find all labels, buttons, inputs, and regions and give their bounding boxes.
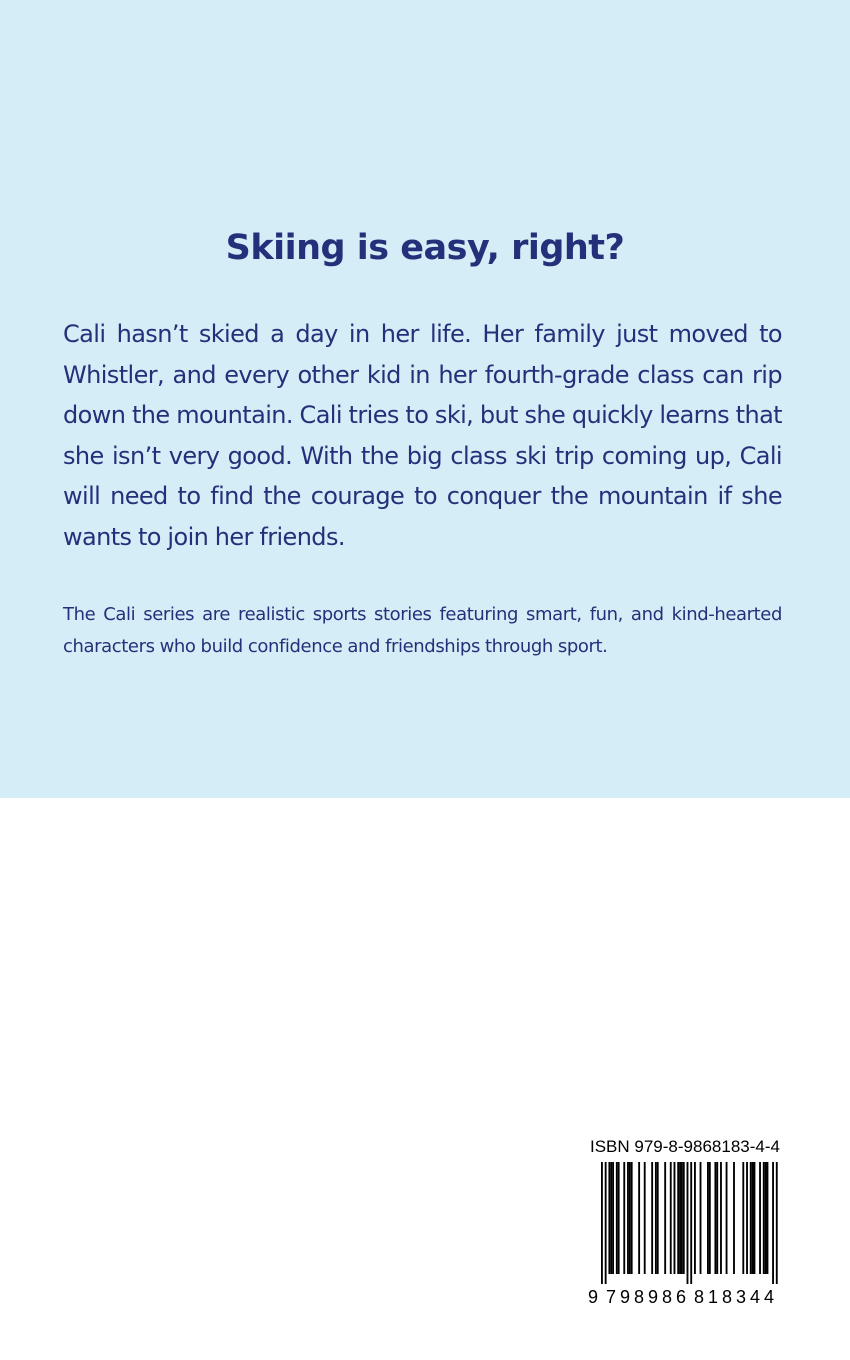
barcode-bar — [683, 1162, 685, 1274]
headline: Skiing is easy, right? — [225, 228, 625, 268]
barcode-bar — [763, 1162, 765, 1274]
barcode-graphic — [588, 1160, 788, 1306]
barcode-bars — [601, 1162, 778, 1284]
series-description: The Cali series are realistic sports stories featuring smart, fun, and kind-hearted characters who build confidence and friendships through sport. — [63, 604, 782, 657]
barcode-bar — [752, 1162, 754, 1274]
barcode-bar — [651, 1162, 653, 1274]
barcode-bar — [759, 1162, 761, 1274]
barcode-bar — [765, 1162, 767, 1274]
barcode-bar — [767, 1162, 769, 1274]
barcode-bar — [720, 1162, 722, 1274]
barcode-bar — [776, 1162, 778, 1284]
barcode-bar — [707, 1162, 709, 1274]
barcode-bar — [681, 1162, 683, 1274]
barcode-bar — [629, 1162, 631, 1274]
book-description: Cali hasn’t skied a day in her life. Her family just moved to Whistler, and every other kid in her fourth-grade class can rip down the mountain. Cali tries to ski, but she quickly learns that she isn’t very good. With the big class ski trip coming up, Cali will need to find the courage to conquer the mountain if she wants to join her friends. — [63, 320, 782, 551]
barcode-left-digits: 798986 — [606, 1287, 686, 1306]
barcode-right-digits: 818344 — [694, 1287, 774, 1306]
barcode-bar — [664, 1162, 666, 1274]
barcode-bar — [716, 1162, 718, 1274]
barcode-bar — [754, 1162, 756, 1274]
isbn-label: ISBN 979-8-9868183-4-4 — [590, 1137, 780, 1156]
barcode-bar — [714, 1162, 716, 1274]
barcode-bar — [694, 1162, 696, 1274]
barcode-bar — [677, 1162, 679, 1274]
barcode-bar — [616, 1162, 618, 1274]
barcode-bar — [700, 1162, 702, 1274]
barcode-bar — [610, 1162, 612, 1274]
barcode-bar — [687, 1162, 689, 1284]
barcode-bar — [638, 1162, 640, 1274]
barcode-bar — [750, 1162, 752, 1274]
barcode-bar — [679, 1162, 681, 1274]
barcode-bar — [605, 1162, 607, 1284]
barcode-bar — [612, 1162, 614, 1274]
barcode-bar — [709, 1162, 711, 1274]
barcode-bar — [726, 1162, 728, 1274]
isbn-barcode — [588, 1136, 788, 1306]
barcode-bar — [690, 1162, 692, 1284]
barcode-bar — [674, 1162, 676, 1274]
barcode-bar — [644, 1162, 646, 1274]
barcode-bar — [627, 1162, 629, 1274]
barcode-lead-digit: 9 — [588, 1287, 599, 1306]
barcode-bar — [742, 1162, 744, 1274]
barcode-bar — [733, 1162, 735, 1274]
barcode-bar — [670, 1162, 672, 1274]
barcode-bar — [657, 1162, 659, 1274]
barcode-bar — [772, 1162, 774, 1284]
barcode-bar — [655, 1162, 657, 1274]
barcode-bar — [601, 1162, 603, 1284]
barcode-bar — [631, 1162, 633, 1274]
barcode-bar — [608, 1162, 610, 1274]
barcode-bar — [746, 1162, 748, 1274]
barcode-bar — [618, 1162, 620, 1274]
barcode-bar — [623, 1162, 625, 1274]
